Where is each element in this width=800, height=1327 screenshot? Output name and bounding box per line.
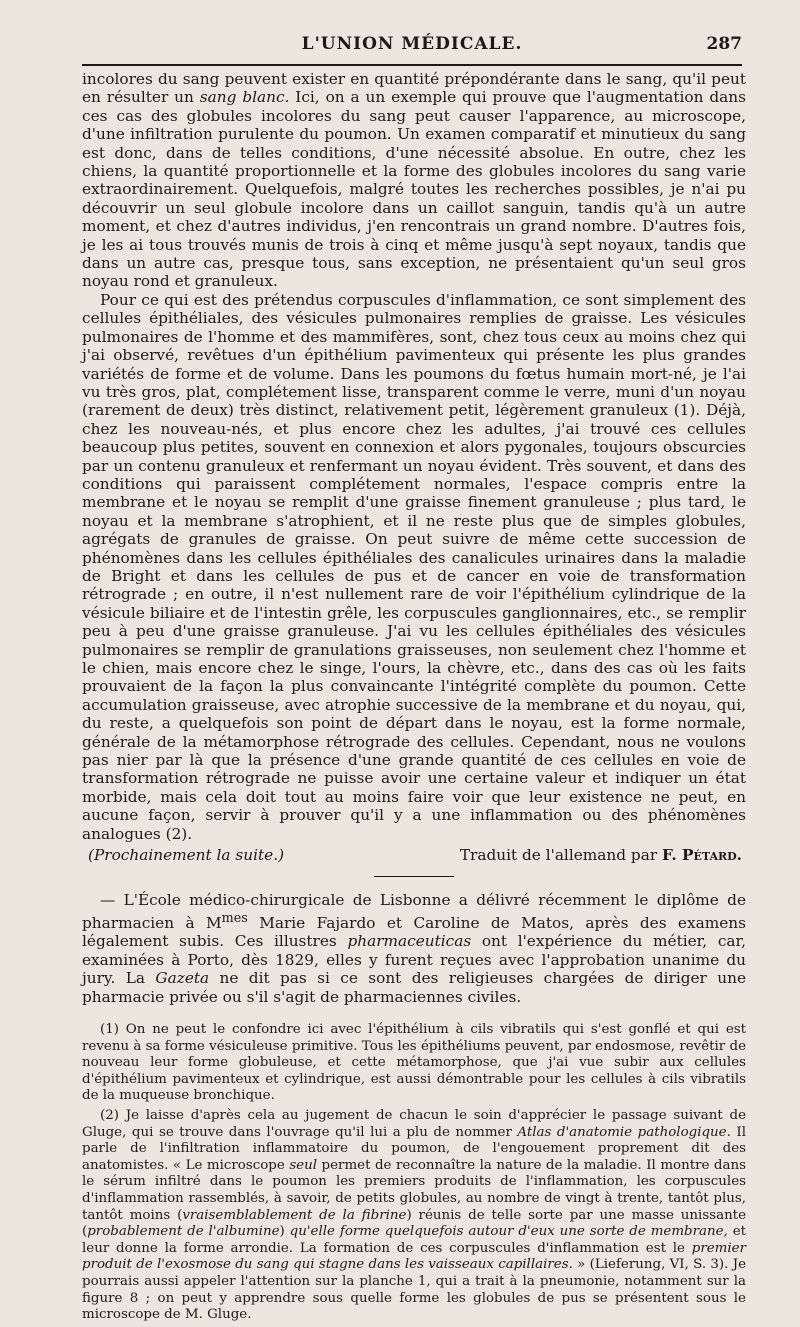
italic-text: qu'elle forme quelquefois autour d'eux une sorte de membrane,: [289, 1224, 728, 1240]
text-run: Pour ce qui est des prétendus corpuscules d'inflammation, ce sont simplement des cellules épithéliales, des vésicules pulmonaires remplies de graisse. Les vésicules pulmonaires de l'homme et des mammifères, sont, chez tous ceux au moins chez qui j'ai observé, revêtues d'un épithélium pavimenteux qui présente les plus grandes variétés de forme et de volume. Dans les poumons du fœtus humain mort-né, je l'ai vu très gros, plat, complétement lisse, transparent comme le verre, muni d'un noyau (rarement de deux) très distinct, relativement petit, légèrement granuleux (1). Déjà, chez les nouveau-nés, et plus encore chez les adultes, j'ai trouvé ces cellules beaucoup plus petites, souvent en connexion et alors pygonales, toujours obscurcies par un contenu granuleux et renfermant un noyau évident. Très souvent, et dans des conditions qui paraissent complétement normales, l'espace compris entre la membrane et le noyau se remplit d'une graisse finement granuleuse ; plus tard, le noyau et la membrane s'atrophient, et il ne reste plus que de simples globules, agrégats de granules de graisse. On peut suivre de même cette succession de phénomènes dans les cellules épithéliales des canalicules urinaires dans la maladie de Bright et dans les cellules de pus et de cancer en voie de transformation rétrograde ; en outre, il n'est nullement rare de voir l'épithélium cylindrique de la vésicule biliaire et de l'intestin grêle, les corpuscules ganglionnaires, etc., se remplir peu à peu d'une graisse granuleuse. J'ai vu les cellules épithéliales des vésicules pulmonaires se remplir de granulations graisseuses, non seulement chez l'homme et le chien, mais encore chez le singe, l'ours, la chèvre, etc., dans des cas où les faits prouvaient de la façon la plus convaincante l'intégrité complète du poumon. Cette accumulation graisseuse, avec atrophie successive de la membrane et du noyau, qui, du reste, a quelquefois son point de départ dans le noyau, est la forme normale, générale de la métamorphose rétrograde des cellules. Cependant, nous ne voulons pas nier par là que la présence d'une grande quantité de ces cellules en voie de transformation rétrograde ne puisse avoir une certaine valeur et indiquer un état morbide, mais cela doit tout au moins faire voir que leur existence ne peut, en aucune façon, servir à prouver qu'il y a une inflammation ou des phénomènes analogues (2).: [82, 290, 746, 843]
translator-prefix: Traduit de l'allemand par: [459, 846, 658, 865]
text-run: ): [279, 1224, 290, 1240]
running-header: [82, 28, 742, 68]
text-run: Marie Fajardo et Caroline de Matos, après des examens légalement subis. Ces illustres: [82, 913, 746, 951]
italic-text: premier produit de l'exosmose du sang qui stagne dans les vaisseaux capillaires.: [82, 1240, 746, 1273]
header-rule: [82, 64, 742, 66]
italic-text: Atlas d'anatomie pathologique.: [517, 1124, 731, 1140]
text-run: — L'École médico-chirurgicale de Lisbonne a délivré récemment le diplôme de pharmacien à M: [82, 891, 746, 932]
text-run: incolores du sang peuvent exister en quantité prépondérante dans le sang, qu'il peut en résulter un: [82, 70, 746, 107]
translator-credit: [460, 846, 746, 864]
article-body: [82, 70, 746, 1327]
text-run: » (Lieferung, VI, S. 3). Je pourrais aussi appeler l'attention sur la planche 1, qui a trait à la pneumonie, notamment sur la figure 8 ; on peut y apprendre sous quelle forme les globules de pus se présentent sous le microscope de M. Gluge.: [82, 1257, 746, 1323]
superscript-text: mes: [221, 910, 248, 926]
paragraph-blood-cells: [82, 70, 746, 291]
text-run: ne dit pas si ce sont des religieuses chargées de diriger une pharmacie privée ou s'il s'agit de pharmaciennes civiles.: [82, 969, 747, 1006]
text-run: Il parle de l'infiltration inflammatoire du poumon, de l'engouement proprement dit des anatomistes. « Le microscope: [82, 1124, 747, 1173]
italic-text: Gazeta: [155, 969, 210, 988]
text-run: ) réunis de telle sorte par une masse unissante (: [82, 1207, 746, 1240]
italic-text: sang blanc.: [199, 88, 290, 107]
page-number: 287: [706, 34, 742, 54]
text-run: Ici, on a un exemple qui prouve que l'augmentation dans ces cas des globules incolores du sang peut causer l'apparence, au microscope, d'une infiltration purulente du poumon. Un examen comparatif et minutieux du sang est donc, dans de telles conditions, d'une nécessité absolue. En outre, chez les chiens, la quantité proportionnelle et la forme des globules incolores du sang varie extraordinairement. Quelquefois, malgré toutes les recherches possibles, je n'ai pu découvrir un seul globule incolore dans un caillot sanguin, tandis qu'à un autre moment, et chez d'autres individus, j'en rencontrais un grand nombre. D'autres fois, je les ai tous trouvés munis de trois à cinq et même jusqu'à sept noyaux, tandis que dans un autre cas, presque tous, sans exception, ne présentaient qu'un seul gros noyau rond et granuleux.: [82, 88, 747, 291]
footnotes: [82, 1022, 746, 1324]
text-run: permet de reconnaître la nature de la maladie. Il montre dans le sérum infiltré dans le poumon les premiers produits de l'inflammation, les corpuscules d'inflammation rassemblés, à savoir, de petits globules, au nombre de vingt à trente, tantôt plus, tantôt moins (: [82, 1157, 746, 1223]
journal-title: L'UNION MÉDICALE.: [301, 34, 523, 54]
text-run: (1) On ne peut le confondre ici avec l'épithélium à cils vibratils qui s'est gonflé et qui est revenu à sa forme vésiculeuse primitive. Tous les épithéliums peuvent, par endosmose, revêtir de nouveau leur forme globuleuse, et cette métamorphose, que j'ai vue subir aux cellules d'épithélium pavimenteux et cylindrique, est aussi démontrable pour les cellules à cils vibratils de la muqueuse bronchique.: [82, 1022, 746, 1104]
article-signoff: [82, 846, 746, 864]
italic-text: pharmaceuticas: [347, 932, 472, 951]
text-run: (2) Je laisse d'après cela au jugement de chacun le soin d'apprécier le passage suivant de Gluge, qui se trouve dans l'ouvrage qu'il lui a plu de nommer: [82, 1107, 746, 1140]
paragraph-inflammation-corpuscles: [82, 291, 746, 843]
footnote-2: [82, 1108, 746, 1324]
news-item-lisbon: [82, 891, 746, 1006]
italic-text: seul: [289, 1157, 318, 1173]
footnote-1: [82, 1022, 746, 1105]
section-divider: [374, 876, 454, 877]
text-run: ont l'expérience du métier, car, examinées à Porto, dès 1829, elles y furent reçues avec l'approbation unanime du jury. La: [82, 932, 746, 988]
continuation-note: (Prochainement la suite.): [88, 846, 285, 865]
translator-name: F. Pétard.: [662, 846, 742, 865]
italic-text: vraisemblablement de la fibrine: [182, 1207, 407, 1223]
text-run: et leur donne la forme arrondie. La formation de ces corpuscules d'inflammation est le: [82, 1224, 747, 1256]
italic-text: probablement de l'albumine: [87, 1224, 280, 1240]
